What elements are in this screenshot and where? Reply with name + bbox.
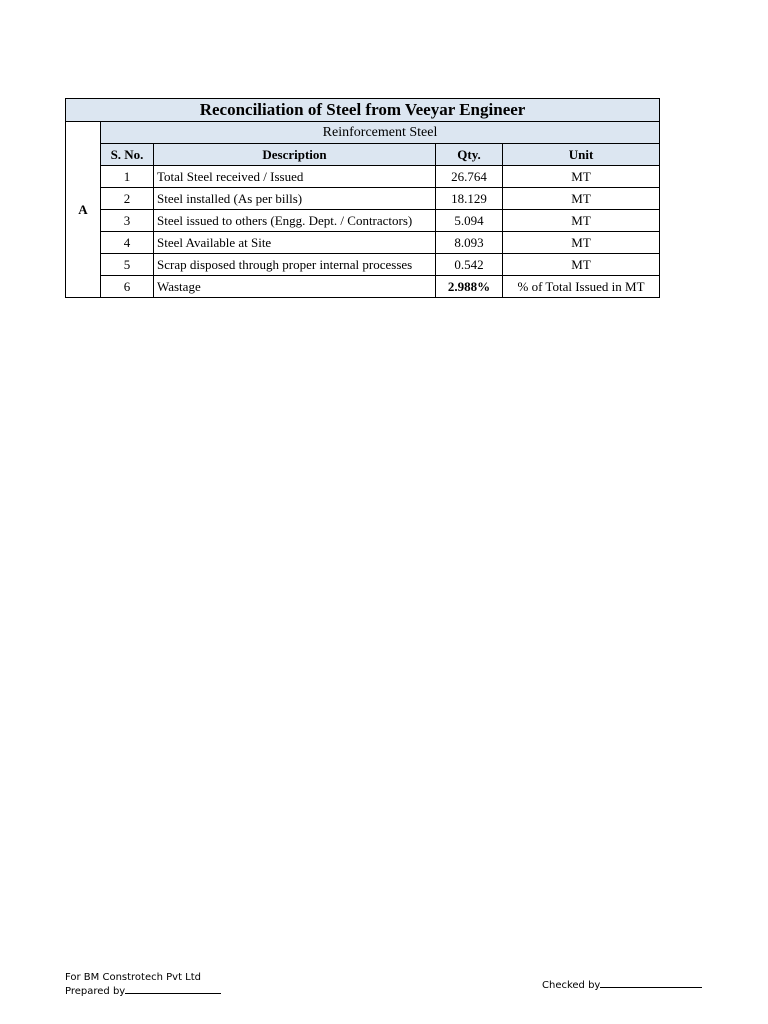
row-unit: MT [503,166,660,188]
row-unit: MT [503,188,660,210]
row-unit: MT [503,254,660,276]
header-description: Description [154,144,436,166]
row-unit: % of Total Issued in MT [503,276,660,298]
row-sno: 4 [101,232,154,254]
row-unit: MT [503,210,660,232]
row-sno: 2 [101,188,154,210]
footer-right [542,978,702,992]
table-row [66,276,660,298]
row-description: Wastage [154,276,436,298]
row-sno: 3 [101,210,154,232]
row-unit: MT [503,232,660,254]
row-description: Steel Available at Site [154,232,436,254]
prepared-by-label: Prepared by [65,986,126,997]
reconciliation-table [65,98,660,298]
prepared-by-signature-line [125,984,221,994]
table-subtitle: Reinforcement Steel [101,122,660,144]
title-row [66,99,660,122]
table-row [66,166,660,188]
checked-by-label: Checked by [542,980,601,991]
header-qty: Qty. [436,144,503,166]
row-qty: 2.988% [436,276,503,298]
header-row [66,144,660,166]
table-row [66,210,660,232]
row-sno: 5 [101,254,154,276]
header-sno: S. No. [101,144,154,166]
row-description: Steel issued to others (Engg. Dept. / Contractors) [154,210,436,232]
company-name: For BM Constrotech Pvt Ltd [65,972,202,983]
table-row [66,232,660,254]
section-label: A [66,122,101,298]
subtitle-row [66,122,660,144]
row-qty: 5.094 [436,210,503,232]
row-description: Steel installed (As per bills) [154,188,436,210]
prepared-by-line [65,984,221,998]
table-row [66,254,660,276]
table-row [66,188,660,210]
row-sno: 1 [101,166,154,188]
row-qty: 18.129 [436,188,503,210]
header-unit: Unit [503,144,660,166]
row-description: Scrap disposed through proper internal processes [154,254,436,276]
table-title: Reconciliation of Steel from Veeyar Engineer [66,99,660,122]
footer-left [65,972,221,998]
checked-by-signature-line [600,978,702,988]
row-qty: 0.542 [436,254,503,276]
row-description: Total Steel received / Issued [154,166,436,188]
row-qty: 26.764 [436,166,503,188]
row-sno: 6 [101,276,154,298]
row-qty: 8.093 [436,232,503,254]
